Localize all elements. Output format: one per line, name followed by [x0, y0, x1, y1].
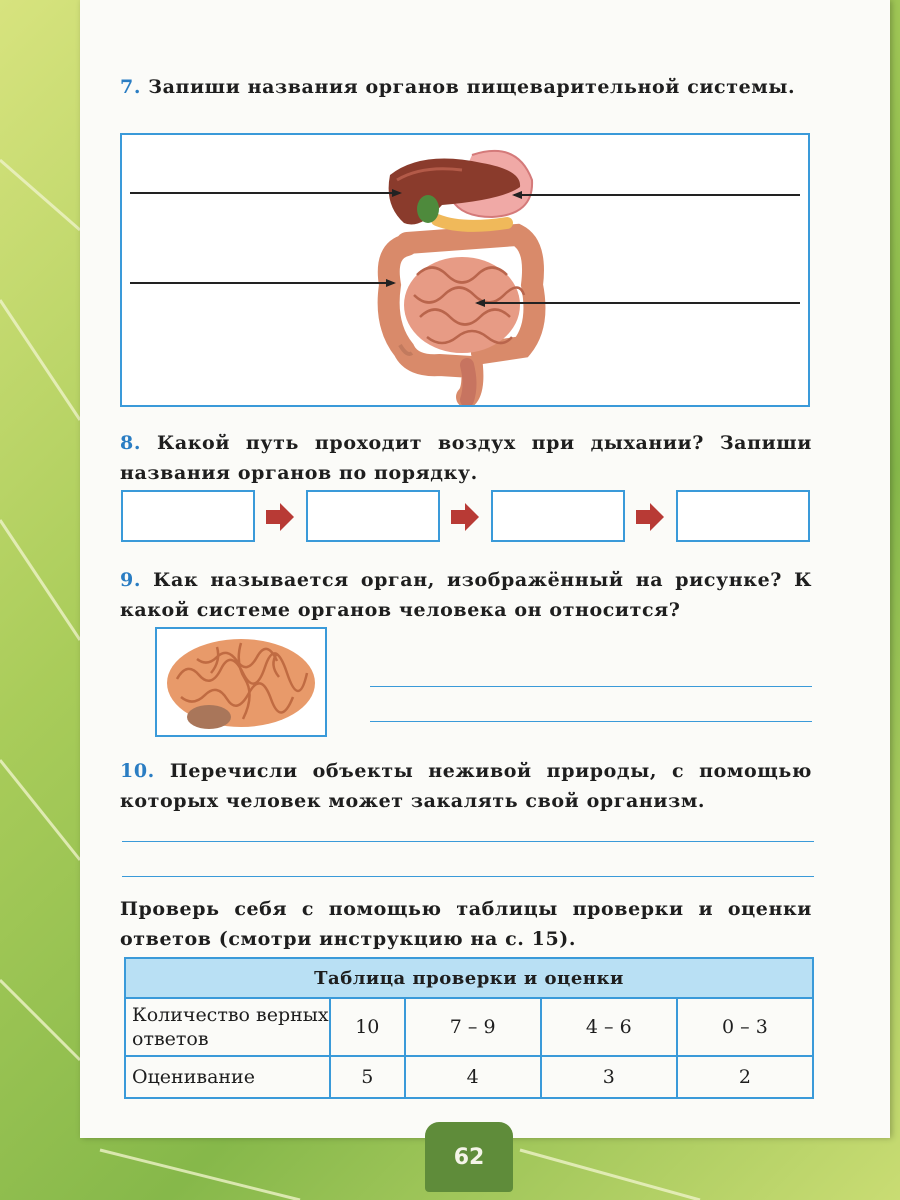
task-10-text: Перечисли объекты неживой природы, с помощью которых человек может закалять свой организм. — [120, 760, 812, 812]
task-7-number: 7. — [120, 76, 142, 98]
score-table — [124, 957, 814, 1099]
table-row — [125, 1056, 813, 1098]
task-8 — [120, 428, 812, 488]
table-cell: 7 – 9 — [405, 998, 541, 1056]
table-cell: 10 — [330, 998, 405, 1056]
table-cell: 4 — [405, 1056, 541, 1098]
self-check-instruction: Проверь себя с помощью таблицы проверки и оценки ответов (смотри инструкцию на с. 15). — [120, 898, 812, 950]
answer-line[interactable] — [122, 841, 814, 842]
air-path-box-2[interactable] — [306, 490, 440, 542]
table-cell: 2 — [677, 1056, 813, 1098]
air-path-box-3[interactable] — [491, 490, 625, 542]
task-7 — [120, 72, 812, 102]
row-label-correct-answers: Количество верных ответов — [125, 998, 330, 1056]
digestive-system-illustration — [122, 135, 808, 405]
table-cell: 5 — [330, 1056, 405, 1098]
arrow-right-icon — [636, 503, 664, 531]
task-10 — [120, 756, 812, 816]
task-8-text: Какой путь проходит воздух при дыхании? Запиши названия органов по порядку. — [120, 432, 812, 484]
arrow-right-icon — [451, 503, 479, 531]
digestive-diagram-frame — [120, 133, 810, 407]
table-cell: 4 – 6 — [541, 998, 677, 1056]
table-row — [125, 998, 813, 1056]
task-9-text: Как называется орган, изображённый на рисунке? К какой системе органов человека он относится? — [120, 569, 813, 621]
page-number: 62 — [425, 1122, 513, 1192]
brain-image-frame — [155, 627, 327, 737]
arrow-right-icon — [266, 503, 294, 531]
answer-line[interactable] — [370, 686, 812, 687]
table-cell: 0 – 3 — [677, 998, 813, 1056]
air-path-box-4[interactable] — [676, 490, 810, 542]
brain-illustration — [157, 629, 325, 735]
task-10-number: 10. — [120, 760, 155, 782]
task-8-number: 8. — [120, 432, 142, 454]
air-path-box-1[interactable] — [121, 490, 255, 542]
answer-line[interactable] — [370, 721, 812, 722]
row-label-grade: Оценивание — [125, 1056, 330, 1098]
task-7-text: Запиши названия органов пищеварительной системы. — [148, 76, 796, 98]
self-check-text — [120, 894, 812, 954]
answer-line[interactable] — [122, 876, 814, 877]
task-9-number: 9. — [120, 569, 142, 591]
task-9 — [120, 565, 812, 625]
score-table-title: Таблица проверки и оценки — [125, 958, 813, 998]
table-cell: 3 — [541, 1056, 677, 1098]
